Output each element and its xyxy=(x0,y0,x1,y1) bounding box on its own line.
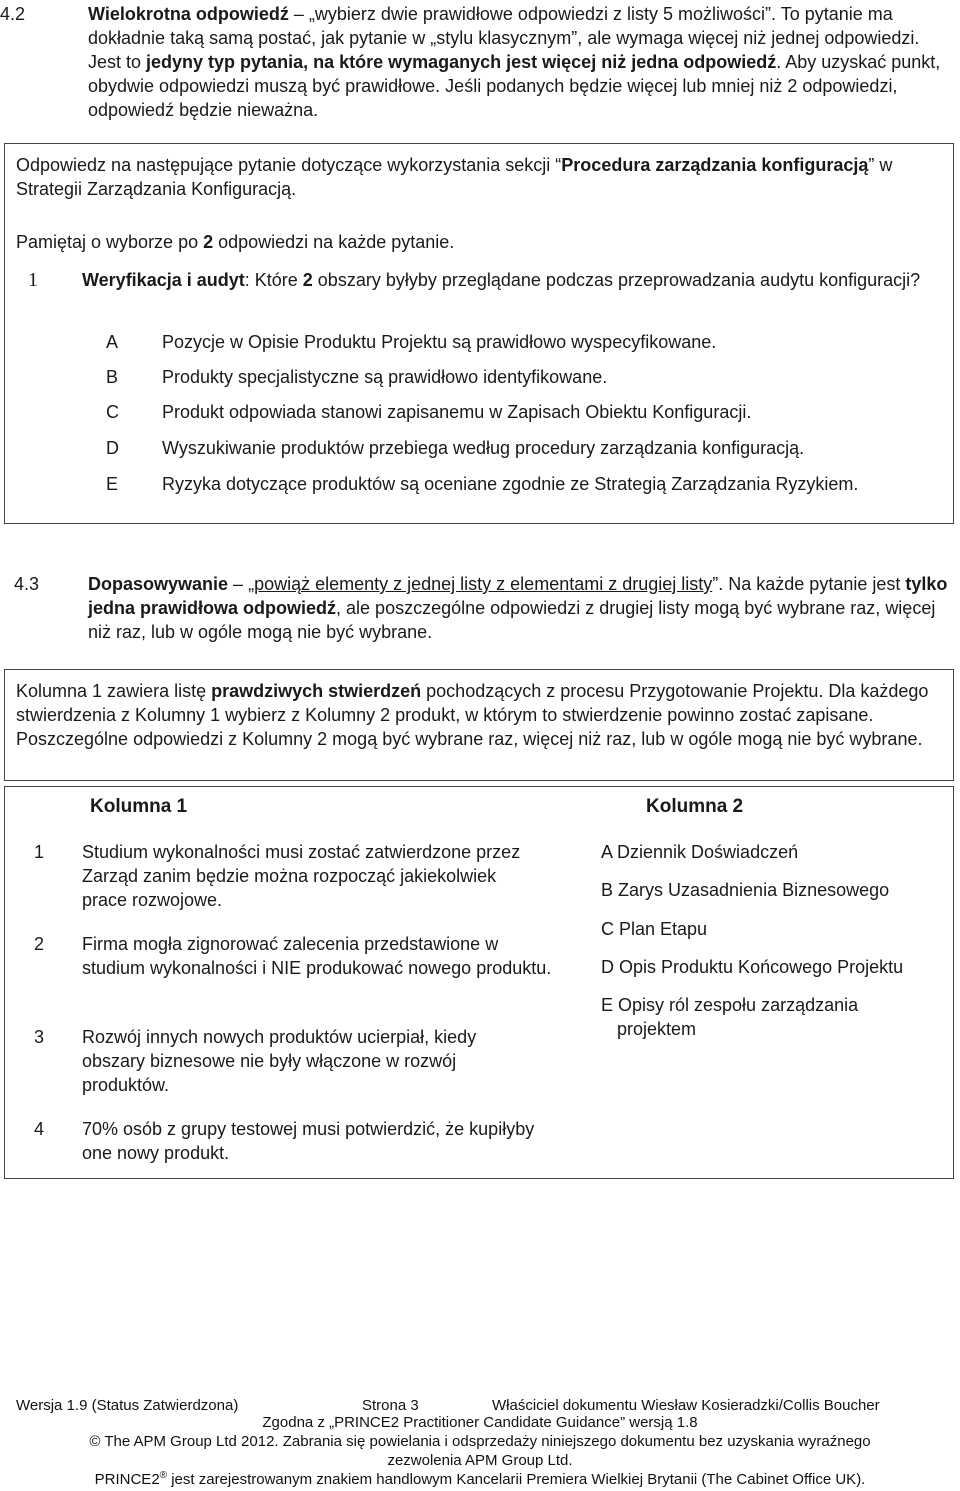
statement-number-3: 3 xyxy=(34,1027,45,1047)
statement-number-2: 2 xyxy=(34,934,45,954)
question-number: 1 xyxy=(28,269,38,291)
section-number-4-3: 4.3 xyxy=(14,574,40,594)
section-4-2-text-1: – „wybierz dwie prawidłowe odpowiedzi z listy 5 możliwości”. To pytanie ma dokładnie taką samą postać, jak pytanie w „stylu klasycznym”, ale wymaga więcej niż jednej odpowiedzi. Jest to xyxy=(88,4,920,72)
option-text-b: Produkty specjalistyczne są prawidłowo identyfikowane. xyxy=(162,367,608,387)
footer-trademark xyxy=(0,1470,960,1489)
section-4-2-emphasis: jedyny typ pytania, na które wymaganych jest więcej niż jedna odpowiedź xyxy=(146,52,777,72)
option-letter-e: E xyxy=(106,474,119,494)
product-option-e-continued: projektem xyxy=(617,1019,697,1039)
question-text xyxy=(82,268,932,292)
footer-permission: zezwolenia APM Group Ltd. xyxy=(387,1452,573,1469)
box2-text-a: Kolumna 1 zawiera listę xyxy=(16,681,212,701)
section-4-3-instruction: powiąż elementy z jednej listy z elementami z drugiej listy xyxy=(254,574,713,594)
footer-page: Strona 3 xyxy=(362,1397,419,1414)
box1-intro-text-a: Odpowiedz na następujące pytanie dotyczące wykorzystania sekcji “ xyxy=(16,155,562,175)
section-4-2-text-3: . Aby uzyskać punkt, obydwie odpowiedzi muszą być prawidłowe. Jeśli podanych będzie więcej lub mniej niż 2 odpowiedzi, odpowiedź będzie nieważna. xyxy=(88,52,941,120)
footer-trademark-name: PRINCE2 xyxy=(94,1471,160,1488)
section-number-4-2: 4.2 xyxy=(0,4,26,24)
statement-text-1: Studium wykonalności musi zostać zatwierdzone przez Zarząd zanim będzie można rozpocząć jakiekolwiek prace rozwojowe. xyxy=(82,842,521,910)
section-4-3-text xyxy=(88,572,948,644)
section-4-3-emphasis: tylko jedna prawidłowa odpowiedź xyxy=(88,574,948,618)
question-text-d: obszary byłyby przeglądane podczas przeprowadzania audytu konfiguracji? xyxy=(312,270,921,290)
registered-mark: ® xyxy=(159,1470,168,1481)
option-text-d: Wyszukiwanie produktów przebiega według procedury zarządzania konfiguracją. xyxy=(162,438,805,458)
option-letter-b: B xyxy=(106,367,119,387)
statement-text-4: 70% osób z grupy testowej musi potwierdzić, że kupiłyby one nowy produkt. xyxy=(82,1119,535,1163)
box1-intro-text-c: ” w Strategii Zarządzania Konfiguracją. xyxy=(16,155,893,199)
footer-compliance: Zgodna z „PRINCE2 Practitioner Candidate Guidance” wersją 1.8 xyxy=(262,1414,698,1431)
statement-number-4: 4 xyxy=(34,1119,45,1139)
section-4-3-text-2: ”. Na każde pytanie jest xyxy=(712,574,906,594)
product-option-b: B Zarys Uzasadnienia Biznesowego xyxy=(601,880,890,900)
question-text-b: : Które xyxy=(244,270,303,290)
product-option-e: E Opisy ról zespołu zarządzania xyxy=(601,995,859,1015)
footer-version: Wersja 1.9 (Status Zatwierdzona) xyxy=(16,1397,239,1414)
footer-copyright: © The APM Group Ltd 2012. Zabrania się powielania i odsprzedaży niniejszego dokumentu bez uzyskania wyraźnego xyxy=(89,1433,871,1450)
section-4-3-text-4: , ale poszczególne odpowiedzi z drugiej listy mogą być wybrane raz, więcej niż raz, lub w ogóle mogą nie być wybrane. xyxy=(88,598,936,642)
question-count: 2 xyxy=(302,270,313,290)
section-4-3-open-quote: „ xyxy=(248,574,255,594)
footer-owner: Właściciel dokumentu Wiesław Kosieradzki/Collis Boucher xyxy=(492,1397,880,1414)
product-option-a: A Dziennik Doświadczeń xyxy=(601,842,799,862)
section-4-3-dash: – xyxy=(228,574,249,594)
option-text-e: Ryzyka dotyczące produktów są oceniane zgodnie ze Strategią Zarządzania Ryzykiem. xyxy=(162,474,859,494)
section-4-2-title: Wielokrotna odpowiedź xyxy=(88,4,289,24)
section-4-2-text xyxy=(88,2,950,122)
box2-text xyxy=(16,679,941,751)
option-letter-c: C xyxy=(106,402,119,422)
column-1-header: Kolumna 1 xyxy=(90,796,188,817)
box1-reminder xyxy=(16,230,936,254)
statement-text-2: Firma mogła zignorować zalecenia przedstawione w studium wykonalności i NIE produkować nowego produktu. xyxy=(82,934,552,978)
box1-intro-emphasis: Procedura zarządzania konfiguracją xyxy=(561,155,869,175)
box2-text-c: pochodzących z procesu Przygotowanie Projektu. Dla każdego stwierdzenia z Kolumny 1 wybierz z Kolumny 2 produkt, w którym to stwierdzenie powinno zostać zapisane. Poszczególne odpowiedzi z Kolumny 2 mogą być wybrane raz, więcej niż raz, lub w ogóle mogą nie być wybrane. xyxy=(16,681,929,749)
option-text-a: Pozycje w Opisie Produktu Projektu są prawidłowo wyspecyfikowane. xyxy=(162,332,717,352)
statement-text-3: Rozwój innych nowych produktów ucierpiał, kiedy obszary biznesowe nie były włączone w rozwój produktów. xyxy=(82,1027,477,1095)
product-option-c: C Plan Etapu xyxy=(601,919,708,939)
box2-emphasis: prawdziwych stwierdzeń xyxy=(211,681,422,701)
column-2-header: Kolumna 2 xyxy=(646,796,744,817)
option-letter-a: A xyxy=(106,332,119,352)
section-4-3-title: Dopasowywanie xyxy=(88,574,229,594)
box1-intro xyxy=(16,153,936,201)
box1-reminder-count: 2 xyxy=(203,232,214,252)
statement-number-1: 1 xyxy=(34,842,45,862)
box1-reminder-text-c: odpowiedzi na każde pytanie. xyxy=(213,232,455,252)
footer-trademark-text: jest zarejestrowanym znakiem handlowym Kancelarii Premiera Wielkiej Brytanii (The Cabinet Office UK). xyxy=(167,1471,866,1488)
box1-reminder-text-a: Pamiętaj o wyborze po xyxy=(16,232,204,252)
option-text-c: Produkt odpowiada stanowi zapisanemu w Zapisach Obiektu Konfiguracji. xyxy=(162,402,752,422)
product-option-d: D Opis Produktu Końcowego Projektu xyxy=(601,957,904,977)
question-topic: Weryfikacja i audyt xyxy=(82,270,245,290)
option-letter-d: D xyxy=(106,438,119,458)
